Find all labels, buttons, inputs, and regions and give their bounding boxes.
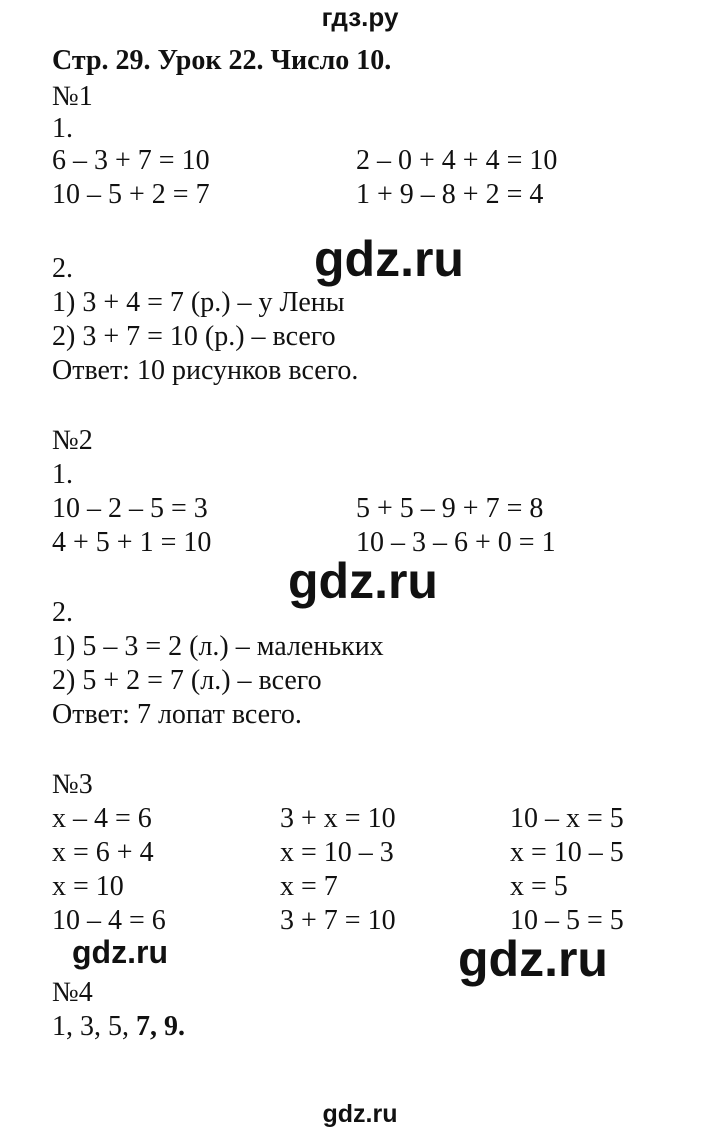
task-3-equation-step: x = 7 <box>280 871 338 902</box>
watermark-bottom: gdz.ru <box>322 1100 398 1128</box>
task-1-expression: 10 – 5 + 2 = 7 <box>52 179 210 210</box>
task-3-equation-check: 10 – 5 = 5 <box>510 905 624 936</box>
task-3-equation-step: x = 10 <box>52 871 124 902</box>
task-3-equation-step: 3 + x = 10 <box>280 803 396 834</box>
task-1-solution-step: 1) 3 + 4 = 7 (р.) – у Лены <box>52 287 345 318</box>
task-4-sequence <box>52 1010 185 1044</box>
task-1-expression: 2 – 0 + 4 + 4 = 10 <box>356 145 558 176</box>
task-3-equation-check: 3 + 7 = 10 <box>280 905 396 936</box>
task-4-number: №4 <box>52 977 93 1008</box>
task-2-expression: 10 – 2 – 5 = 3 <box>52 493 208 524</box>
task-2-number: №2 <box>52 425 93 456</box>
task-1-answer: Ответ: 10 рисунков всего. <box>52 355 359 386</box>
task-2-part-2-label: 2. <box>52 597 73 628</box>
task-3-equation-step: x = 10 – 5 <box>510 837 624 868</box>
task-2-expression: 10 – 3 – 6 + 0 = 1 <box>356 527 556 558</box>
task-2-solution-step: 1) 5 – 3 = 2 (л.) – маленьких <box>52 631 384 662</box>
watermark: gdz.ru <box>72 934 168 970</box>
task-4-sequence-given: 1, 3, 5, <box>52 1011 136 1042</box>
watermark: gdz.ru <box>314 231 464 287</box>
task-2-solution-step: 2) 5 + 2 = 7 (л.) – всего <box>52 665 322 696</box>
task-1-part-2-label: 2. <box>52 253 73 284</box>
task-3-equation-step: 10 – x = 5 <box>510 803 624 834</box>
task-1-expression: 6 – 3 + 7 = 10 <box>52 145 210 176</box>
task-1-expression: 1 + 9 – 8 + 2 = 4 <box>356 179 544 210</box>
task-1-number: №1 <box>52 81 93 112</box>
task-2-part-1-label: 1. <box>52 459 73 490</box>
task-2-expression: 4 + 5 + 1 = 10 <box>52 527 212 558</box>
task-1-solution-step: 2) 3 + 7 = 10 (р.) – всего <box>52 321 336 352</box>
watermark-top: гдз.ру <box>321 2 399 32</box>
page-title: Стр. 29. Урок 22. Число 10. <box>52 45 392 76</box>
task-2-answer: Ответ: 7 лопат всего. <box>52 699 302 730</box>
watermark: gdz.ru <box>288 553 438 609</box>
task-2-expression: 5 + 5 – 9 + 7 = 8 <box>356 493 544 524</box>
watermark: gdz.ru <box>458 931 608 987</box>
task-4-sequence-answer: 7, 9. <box>136 1011 185 1042</box>
task-3-equation-step: x = 10 – 3 <box>280 837 394 868</box>
task-1-part-1-label: 1. <box>52 113 73 144</box>
task-3-equation-step: x = 5 <box>510 871 568 902</box>
task-3-number: №3 <box>52 769 93 800</box>
task-3-equation-step: x = 6 + 4 <box>52 837 154 868</box>
task-3-equation-check: 10 – 4 = 6 <box>52 905 166 936</box>
task-3-equation-step: x – 4 = 6 <box>52 803 152 834</box>
